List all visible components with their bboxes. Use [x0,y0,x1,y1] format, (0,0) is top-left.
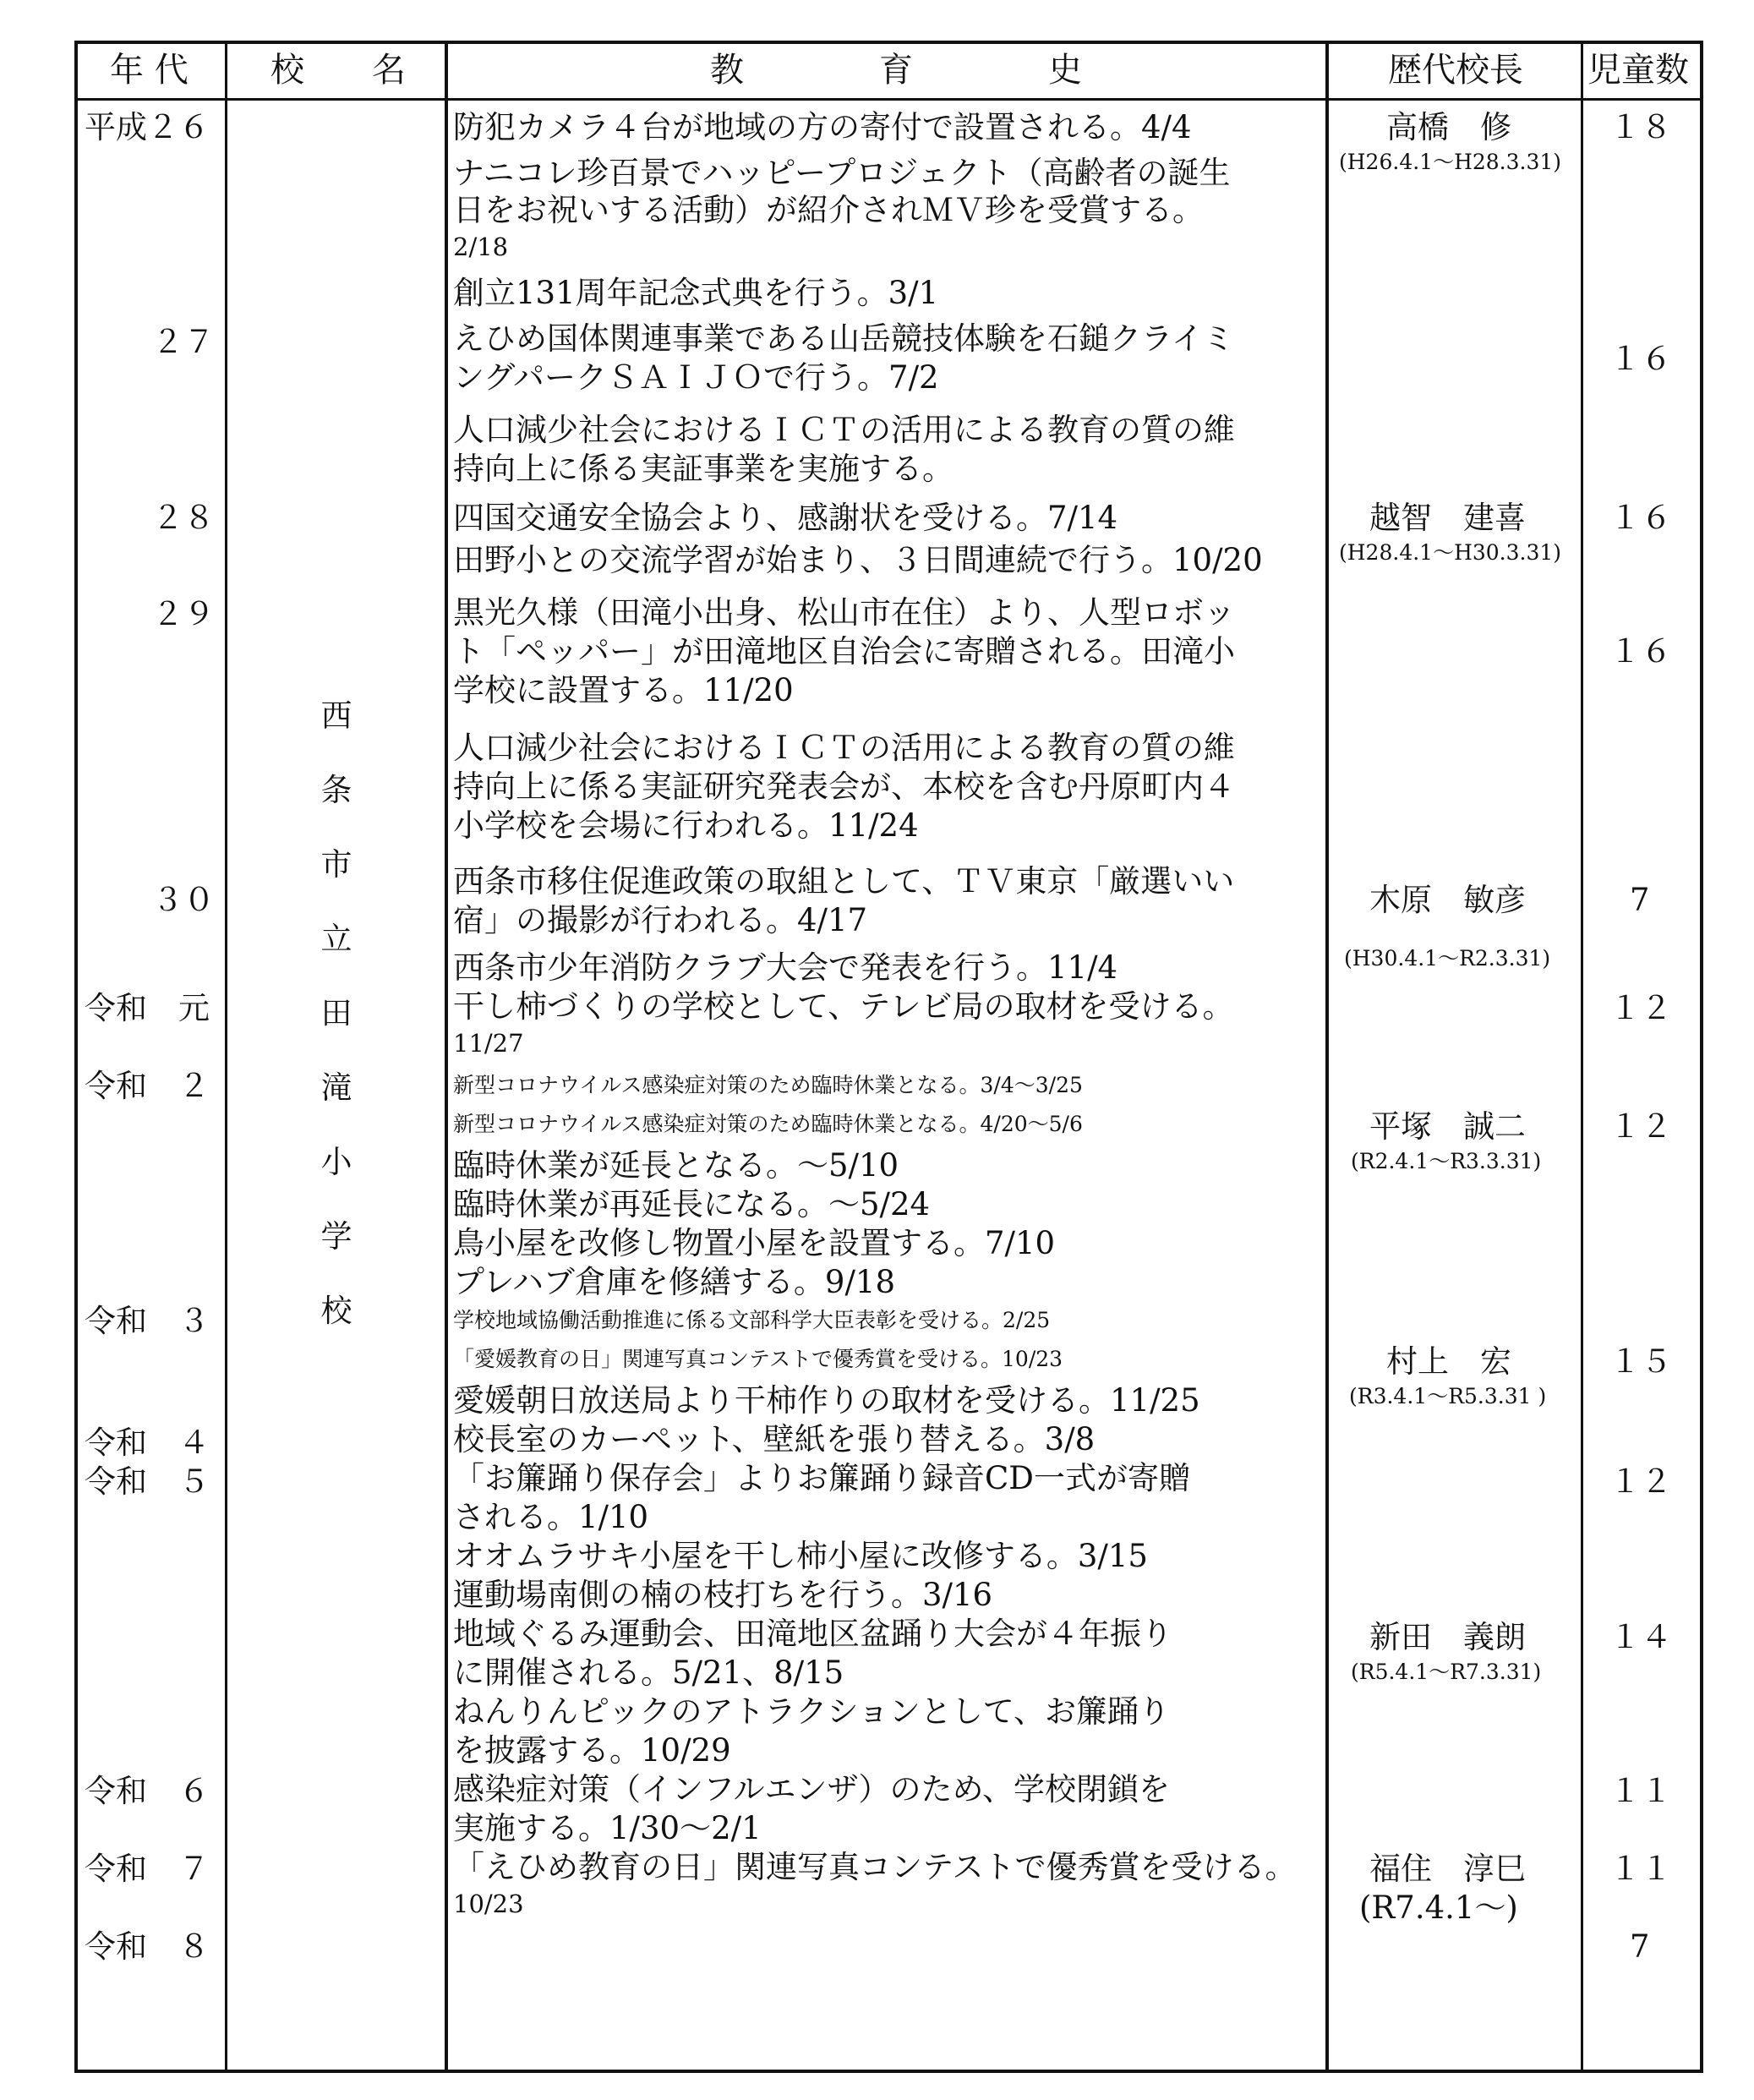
history-line: 臨時休業が再延長になる。～5/24 [453,1186,931,1222]
table-right-border [1700,41,1703,2073]
era-r2: 令和 ２ [85,1068,210,1104]
history-line: 2/18 [453,232,509,261]
principal-name: 越智 建喜 [1369,500,1526,536]
school-name-char: 田 [320,995,352,1031]
era-h27: ２７ [152,324,215,360]
student-count: １２ [1609,990,1672,1026]
student-count: １６ [1609,633,1672,670]
principal-term: (R2.4.1～R3.3.31) [1351,1149,1542,1173]
column-divider-3 [1325,41,1329,2073]
student-count: １４ [1609,1619,1672,1655]
header-history: 教 育 史 [710,51,1082,90]
era-h29: ２９ [152,596,215,632]
history-line: 「愛媛教育の日」関連写真コンテストで優秀賞を受ける。10/23 [453,1347,1063,1371]
student-count: １２ [1609,1463,1672,1500]
era-r6: 令和 ６ [85,1773,210,1809]
student-count: １１ [1609,1851,1672,1887]
principal-name: 高橋 修 [1386,109,1511,145]
header-school: 校 名 [270,51,406,90]
era-h28: ２８ [152,500,215,536]
principal-term: (R3.4.1～R5.3.31 ) [1349,1384,1547,1408]
column-divider-4 [1581,41,1583,2073]
history-line: 11/27 [453,1029,524,1058]
principal-name: 新田 義朗 [1369,1619,1526,1655]
header-students: 児童数 [1587,51,1689,90]
history-line: 臨時休業が延長となる。～5/10 [453,1147,899,1184]
column-divider-2 [445,41,448,2073]
history-line: 創立131周年記念式典を行う。3/1 [453,275,939,311]
era-r1: 令和 元 [85,990,210,1026]
history-line: ト「ペッパー」が田滝地区自治会に寄贈される。田滝小 [453,633,1235,670]
history-line: 学校地域協働活動推進に係る文部科学大臣表彰を受ける。2/25 [453,1308,1051,1332]
history-line: 防犯カメラ４台が地域の方の寄付で設置される。4/4 [453,109,1192,145]
history-line: 持向上に係る実証事業を実施する。 [453,451,953,487]
history-line: 「お簾踊り保存会」よりお簾踊り録音CD一式が寄贈 [453,1460,1190,1496]
table-top-border [74,41,1703,44]
history-line: 人口減少社会におけるＩＣＴの活用による教育の質の維 [453,412,1235,448]
era-r3: 令和 ３ [85,1303,210,1339]
history-line: 小学校を会場に行われる。11/24 [453,807,919,844]
history-line: 西条市移住促進政策の取組として、ＴＶ東京「厳選いい [453,863,1235,900]
principal-name: 木原 敏彦 [1369,882,1526,918]
history-line: 田野小との交流学習が始まり、３日間連続で行う。10/20 [453,542,1263,578]
history-line: 干し柿づくりの学校として、テレビ局の取材を受ける。 [453,988,1234,1025]
history-line: 宿」の撮影が行われる。4/17 [453,902,868,938]
history-line: 校長室のカーペット、壁紙を張り替える。3/8 [453,1421,1096,1457]
era-r8: 令和 ８ [85,1928,210,1965]
principal-term: (H28.4.1～H30.3.31) [1339,540,1562,565]
history-line: ナニコレ珍百景でハッピープロジェクト（高齢者の誕生 [453,155,1231,191]
header-era: 年 代 [110,51,189,90]
history-line: 日をお祝いする活動）が紹介されＭＶ珍を受賞する。 [453,192,1204,228]
student-count: １５ [1609,1343,1672,1380]
student-count: １８ [1609,109,1672,145]
history-line: に開催される。5/21、8/15 [453,1654,844,1691]
era-h26: 平成２６ [85,109,210,145]
history-line: 感染症対策（インフルエンザ）のため、学校閉鎖を [453,1771,1171,1807]
principal-term: (R5.4.1～R7.3.31) [1351,1660,1542,1684]
history-line: ングパークＳＡＩＪＯで行う。7/2 [453,359,939,396]
era-r4: 令和 ４ [85,1425,210,1461]
school-name-char: 小 [320,1144,352,1180]
history-line: えひめ国体関連事業である山岳競技体験を石鎚クライミ [453,320,1234,357]
history-line: オオムラサキ小屋を干し柿小屋に改修する。3/15 [453,1538,1148,1574]
student-count: １６ [1609,341,1672,377]
principal-name: 村上 宏 [1386,1343,1511,1380]
school-name-char: 西 [320,697,352,734]
history-line: を披露する。10/29 [453,1732,731,1769]
history-line: 運動場南側の楠の枝打ちを行う。3/16 [453,1577,993,1613]
principal-name: 福住 淳巳 [1369,1851,1526,1887]
era-r7: 令和 ７ [85,1851,210,1887]
history-line: 実施する。1/30～2/1 [453,1810,762,1846]
history-line: ねんりんピックのアトラクションとして、お簾踊り [453,1693,1171,1730]
student-count: １２ [1609,1108,1672,1145]
history-line: 学校に設置する。11/20 [453,672,794,708]
school-name-char: 学 [320,1218,352,1255]
history-line: 地域ぐるみ運動会、田滝地区盆踊り大会が４年振り [453,1616,1172,1652]
school-name-char: 滝 [320,1069,352,1106]
header-divider [74,98,1703,101]
student-count: 7 [1630,1928,1650,1965]
era-h30: ３０ [152,882,215,918]
history-line: 黒光久様（田滝小出身、松山市在住）より、人型ロボッ [453,594,1235,631]
history-line: 新型コロナウイルス感染症対策のため臨時休業となる。4/20～5/6 [453,1112,1083,1136]
history-line: 人口減少社会におけるＩＣＴの活用による教育の質の維 [453,730,1235,766]
history-line: 四国交通安全協会より、感謝状を受ける。7/14 [453,500,1118,536]
history-line: される。1/10 [453,1499,649,1535]
history-line: 新型コロナウイルス感染症対策のため臨時休業となる。3/4～3/25 [453,1073,1083,1097]
school-name-char: 校 [320,1293,352,1329]
school-name-char: 条 [320,772,352,808]
principal-name: 平塚 誠二 [1369,1108,1526,1145]
header-principals: 歴代校長 [1388,51,1523,90]
history-line: 西条市少年消防クラブ大会で発表を行う。11/4 [453,949,1118,986]
era-r5: 令和 ５ [85,1463,210,1500]
history-line: 愛媛朝日放送局より干柿作りの取材を受ける。11/25 [453,1382,1200,1419]
table-left-border [74,41,78,2073]
principal-term: (R7.4.1～) [1359,1889,1518,1926]
history-line: 10/23 [453,1889,524,1918]
student-count: 7 [1630,882,1650,918]
school-name-char: 市 [320,846,352,883]
history-line: 鳥小屋を改修し物置小屋を設置する。7/10 [453,1225,1056,1261]
history-line: 持向上に係る実証研究発表会が、本校を含む丹原町内４ [453,768,1235,805]
history-line: プレハブ倉庫を修繕する。9/18 [453,1264,896,1300]
principal-term: (H26.4.1～H28.3.31) [1339,150,1562,174]
column-divider-1 [225,41,227,2073]
history-line: 「えひめ教育の日」関連写真コンテストで優秀賞を受ける。 [453,1849,1297,1885]
principal-term: (H30.4.1～R2.3.31) [1344,946,1551,971]
student-count: １１ [1609,1773,1672,1809]
student-count: １６ [1609,500,1672,536]
school-name-char: 立 [320,921,352,957]
table-bottom-border [74,2070,1703,2073]
